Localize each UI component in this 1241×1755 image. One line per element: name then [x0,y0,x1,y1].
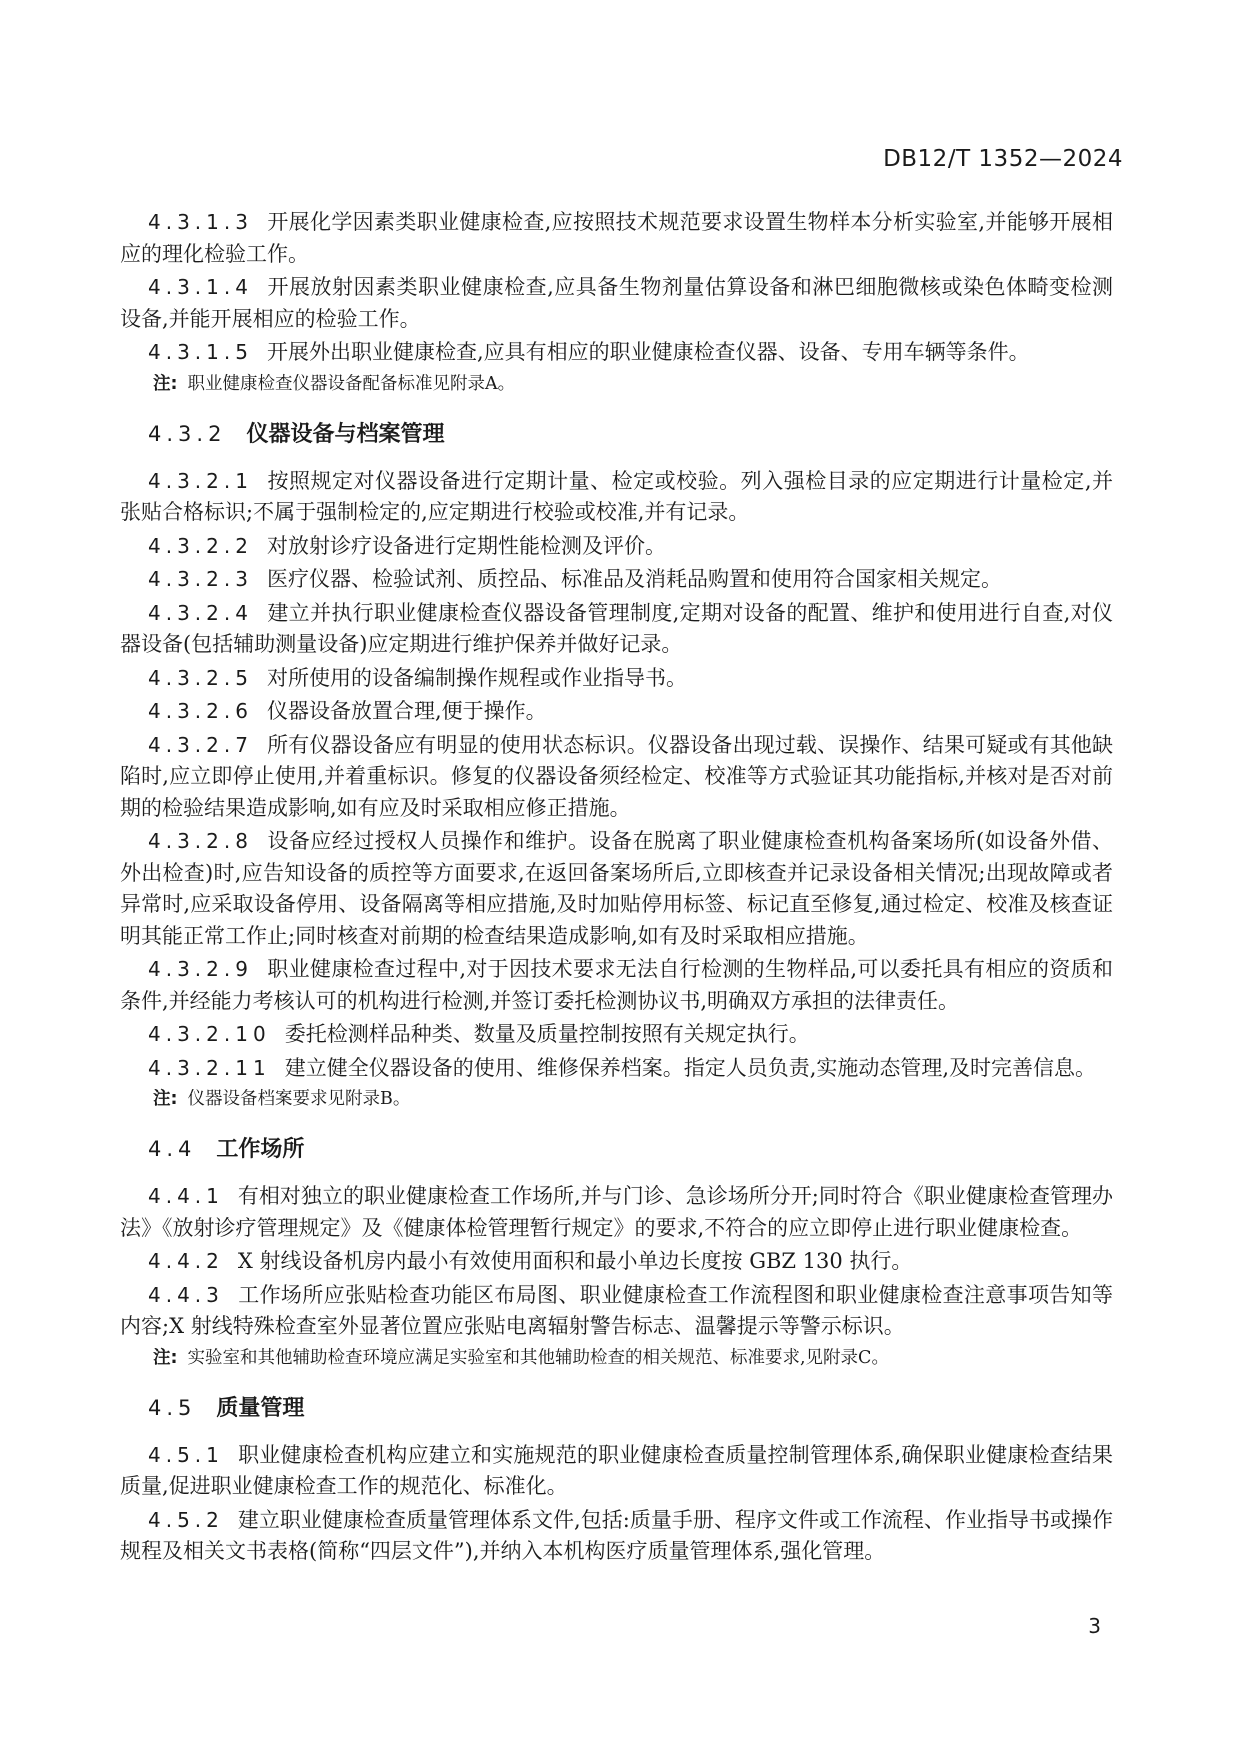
document-body [120,207,1113,1570]
clause-4.3.2.3 [120,564,1113,596]
note-3 [120,371,1113,397]
clause-text: 有相对独立的职业健康检查工作场所,并与门诊、急诊场所分开;同时符合《职业健康检查管理办法》《放射诊疗管理规定》及《健康体检管理暂行规定》的要求,不符合的应立即停止进行职业健康检查。 [120,1184,1113,1240]
clause-4.3.2.7 [120,730,1113,825]
note-text: 实验室和其他辅助检查环境应满足实验室和其他辅助检查的相关规范、标准要求,见附录C。 [187,1347,889,1368]
clause-4.5.1 [120,1440,1113,1503]
clause-text: 开展化学因素类职业健康检查,应按照技术规范要求设置生物样本分析实验室,并能够开展相应的理化检验工作。 [120,210,1113,266]
clause-number: 4.4.2 [148,1249,224,1273]
clause-number: 4.3.2.4 [148,600,253,625]
clause-4.4.3 [120,1280,1113,1343]
clause-4.4.2 [120,1246,1113,1278]
section-heading-4.5 [120,1393,1113,1424]
clause-number: 4.3.2.8 [148,829,253,853]
clause-4.5.2 [120,1505,1113,1568]
clause-text: 建立健全仪器设备的使用、维修保养档案。指定人员负责,实施动态管理,及时完善信息。 [284,1055,1097,1080]
clause-number: 4.3.2.5 [148,665,253,690]
clause-4.3.1.4 [120,272,1113,335]
clause-4.3.2.6 [120,696,1113,728]
clause-number: 4.3.2.1 [148,468,253,493]
clause-number: 4.3.1.3 [148,210,253,234]
clause-number: 4.4.3 [148,1282,224,1307]
standard-code-header: DB12/T 1352—2024 [883,146,1123,172]
clause-4.4.1 [120,1181,1113,1244]
note-text: 仪器设备档案要求见附录B。 [187,1089,411,1109]
clause-number: 4.5.2 [148,1507,224,1532]
note-16 [120,1086,1113,1112]
note-text: 职业健康检查仪器设备配备标准见附录A。 [187,373,516,394]
clause-number: 4.3.2.9 [148,957,253,981]
clause-number: 4.3.1.5 [148,340,253,364]
section-number: 4.3.2 [148,421,227,446]
clause-text: 建立并执行职业健康检查仪器设备管理制度,定期对设备的配置、维护和使用进行自查,对仪器设备(包括辅助测量设备)应定期进行维护保养并做好记录。 [120,600,1113,656]
clause-text: 所有仪器设备应有明显的使用状态标识。仪器设备出现过载、误操作、结果可疑或有其他缺陷时,应立即停止使用,并着重标识。修复的仪器设备须经检定、校准等方式验证其功能指标,并核对是否对前期的检验结果造成影响,如有应及时采取相应修正措施。 [120,732,1113,820]
clause-4.3.2.2 [120,531,1113,563]
clause-number: 4.3.2.6 [148,699,253,723]
clause-text: 开展放射因素类职业健康检查,应具备生物剂量估算设备和淋巴细胞微核或染色体畸变检测设备,并能开展相应的检验工作。 [120,275,1113,331]
section-title: 工作场所 [216,1137,305,1162]
clause-4.3.1.3 [120,207,1113,270]
clause-text: 对放射诊疗设备进行定期性能检测及评价。 [266,533,666,558]
section-number: 4.5 [148,1395,197,1420]
clause-text: 开展外出职业健康检查,应具有相应的职业健康检查仪器、设备、专用车辆等条件。 [266,340,1030,364]
clause-number: 4.4.1 [148,1184,224,1208]
clause-4.3.2.4 [120,598,1113,661]
note-prefix: 注: [153,373,178,394]
section-number: 4.4 [148,1137,197,1161]
clause-text: 仪器设备放置合理,便于操作。 [266,699,547,723]
clause-text: X 射线设备机房内最小有效使用面积和最小单边长度按 GBZ 130 执行。 [237,1249,913,1273]
clause-text: 建立职业健康检查质量管理体系文件,包括:质量手册、程序文件或工作流程、作业指导书或操作规程及相关文书表格(简称“四层文件”),并纳入本机构医疗质量管理体系,强化管理。 [120,1507,1113,1563]
clause-text: 工作场所应张贴检查功能区布局图、职业健康检查工作流程图和职业健康检查注意事项告知等内容;X 射线特殊检查室外显著位置应张贴电离辐射警告标志、温馨提示等警示标识。 [120,1282,1113,1338]
clause-4.3.2.9 [120,954,1113,1017]
note-prefix: 注: [153,1089,178,1109]
clause-text: 职业健康检查过程中,对于因技术要求无法自行检测的生物样品,可以委托具有相应的资质和条件,并经能力考核认可的机构进行检测,并签订委托检测协议书,明确双方承担的法律责任。 [120,957,1113,1013]
clause-number: 4.3.2.11 [148,1055,271,1080]
clause-4.3.2.5 [120,663,1113,695]
section-heading-4.4 [120,1134,1113,1165]
clause-number: 4.3.1.4 [148,275,253,299]
clause-4.3.2.8 [120,826,1113,952]
clause-number: 4.5.1 [148,1442,224,1467]
note-prefix: 注: [153,1347,178,1368]
clause-text: 职业健康检查机构应建立和实施规范的职业健康检查质量控制管理体系,确保职业健康检查结果质量,促进职业健康检查工作的规范化、标准化。 [120,1442,1113,1498]
section-title: 质量管理 [216,1395,305,1421]
clause-text: 设备应经过授权人员操作和维护。设备在脱离了职业健康检查机构备案场所(如设备外借、外出检查)时,应告知设备的质控等方面要求,在返回备案场所后,立即核查并记录设备相关情况;出现故障或者异常时,应采取设备停用、设备隔离等相应措施,及时加贴停用标签、标记直至修复,通过检定、校准及核查证明其能正常工作止;同时核查对前期的检查结果造成影响,如有及时采取相应措施。 [120,829,1113,948]
clause-number: 4.3.2.3 [148,567,253,591]
clause-text: 医疗仪器、检验试剂、质控品、标准品及消耗品购置和使用符合国家相关规定。 [266,567,1002,591]
clause-number: 4.3.2.2 [148,533,253,558]
clause-4.3.2.1 [120,466,1113,529]
section-title: 仪器设备与档案管理 [246,421,445,447]
clause-text: 委托检测样品种类、数量及质量控制按照有关规定执行。 [284,1022,810,1046]
page-number: 3 [1088,1614,1101,1638]
clause-text: 按照规定对仪器设备进行定期计量、检定或校验。列入强检目录的应定期进行计量检定,并张贴合格标识;不属于强制检定的,应定期进行校验或校准,并有记录。 [120,468,1113,524]
clause-number: 4.3.2.7 [148,732,253,757]
note-21 [120,1345,1113,1371]
section-heading-4.3.2 [120,419,1113,450]
clause-text: 对所使用的设备编制操作规程或作业指导书。 [266,665,687,690]
clause-4.3.2.11 [120,1053,1113,1085]
clause-4.3.2.10 [120,1019,1113,1051]
clause-4.3.1.5 [120,337,1113,369]
clause-number: 4.3.2.10 [148,1022,271,1046]
